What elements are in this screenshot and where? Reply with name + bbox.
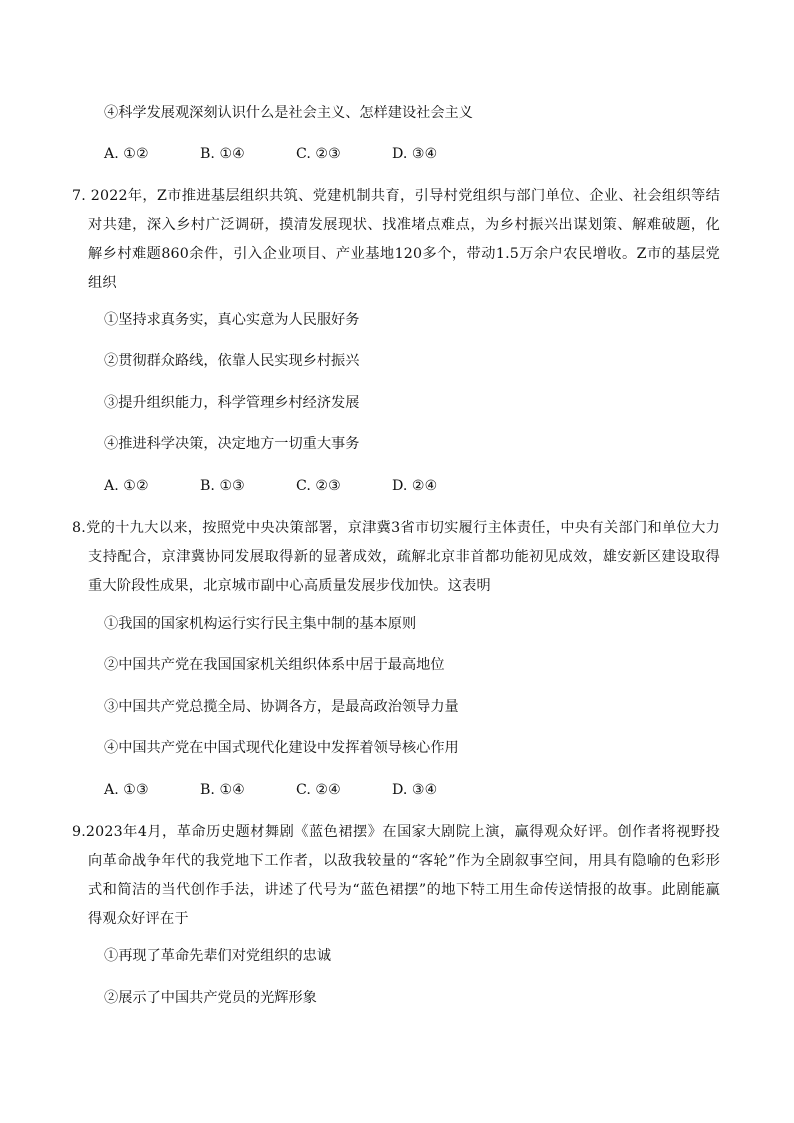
q9-option-2: ②展示了中国共产党员的光辉形象 — [104, 990, 317, 1006]
q8-choice-d: D. ③④ — [392, 782, 438, 798]
q9-stem: 9.2023年4月，革命历史题材舞剧《蓝色裙摆》在国家大剧院上演，赢得观众好评。创作者将视野投向革命战争年代的我党地下工作者，以敌我较量的“客轮”作为全剧叙事空间，用具有隐喻的色彩形式和简洁的当代创作手法，讲述了代号为“蓝色裙摆”的地下特工用生命传送情报的故事。此剧能赢得观众好评在于 — [72, 824, 720, 927]
q8-option-3: ③中国共产党总揽全局、协调各方，是最高政治领导力量 — [104, 699, 459, 715]
q6-option-4: ④科学发展观深刻认识什么是社会主义、怎样建设社会主义 — [104, 105, 473, 121]
q7-choice-c: C. ②③ — [296, 478, 341, 494]
q8-stem: 8.党的十九大以来，按照党中央决策部署，京津冀3省市切实履行主体责任，中央有关部门和单位大力支持配合，京津冀协同发展取得新的显著成效，疏解北京非首都功能初见成效，雄安新区建设取得重大阶段性成果，北京城市副中心高质量发展步伐加快。这表明 — [72, 520, 720, 594]
q8-choice-a: A. ①③ — [104, 782, 149, 798]
q6-choice-b: B. ①④ — [200, 146, 245, 162]
q8-option-4: ④中国共产党在中国式现代化建设中发挥着领导核心作用 — [104, 740, 459, 756]
q8-choices — [104, 780, 488, 800]
q7-choice-b: B. ①③ — [200, 478, 245, 494]
q7-choice-d: D. ②④ — [392, 478, 438, 494]
q8-choice-c: C. ②④ — [296, 782, 341, 798]
q6-choice-c: C. ②③ — [296, 146, 341, 162]
q6-choice-d: D. ③④ — [392, 146, 438, 162]
q7-option-2: ②贯彻群众路线，依靠人民实现乡村振兴 — [104, 353, 360, 369]
q7-choices — [104, 476, 488, 496]
q9-option-1: ①再现了革命先辈们对党组织的忠诚 — [104, 948, 332, 964]
q6-choices — [104, 144, 488, 164]
q7-stem: 7. 2022年，Z市推进基层组织共筑、党建机制共育，引导村党组织与部门单位、企业、社会组织等结对共建，深入乡村广泛调研，摸清发展现状、找准堵点难点，为乡村振兴出谋划策、解难破题，化解乡村难题860余件，引入企业项目、产业基地120多个，带动1.5万余户农民增收。Z市的基层党组织 — [72, 188, 720, 291]
q8-option-2: ②中国共产党在我国国家机关组织体系中居于最高地位 — [104, 657, 445, 673]
q8-option-1: ①我国的国家机构运行实行民主集中制的基本原则 — [104, 616, 417, 632]
q7-option-1: ①坚持求真务实，真心实意为人民服好务 — [104, 312, 360, 328]
q6-choice-a: A. ①② — [104, 146, 149, 162]
q8-choice-b: B. ①④ — [200, 782, 245, 798]
q7-choice-a: A. ①② — [104, 478, 149, 494]
q7-option-4: ④推进科学决策，决定地方一切重大事务 — [104, 436, 360, 452]
q7-option-3: ③提升组织能力，科学管理乡村经济发展 — [104, 395, 360, 411]
